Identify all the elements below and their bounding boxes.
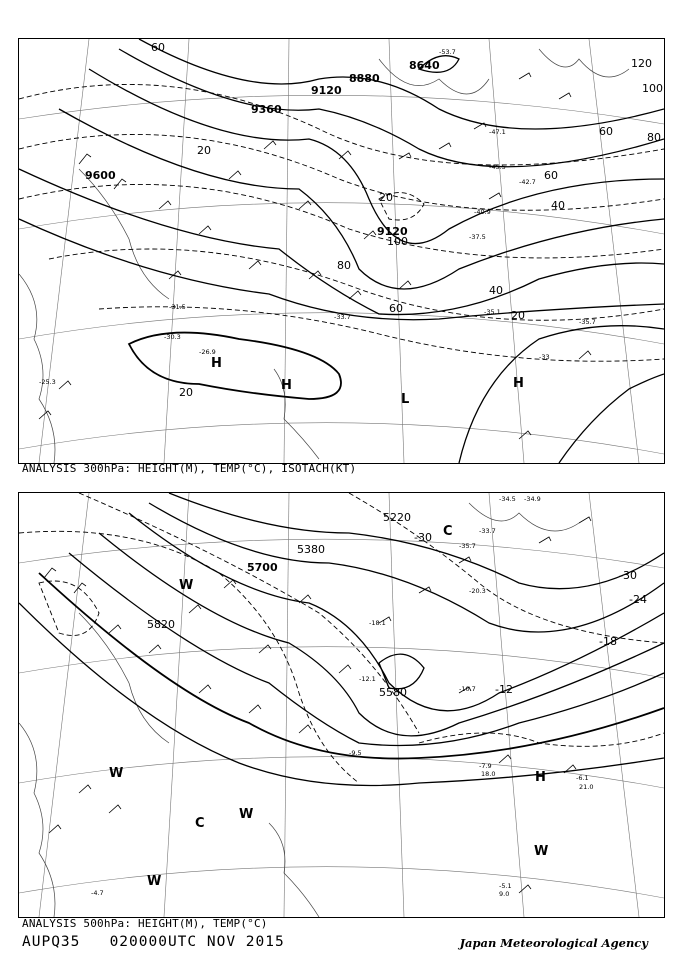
chart-code-and-time: AUPQ35 020000UTC NOV 2015 [22, 934, 285, 950]
temp-label: 21.0 [579, 783, 594, 791]
isotach-label: 80 [647, 131, 661, 144]
warm-marker: W [534, 844, 549, 859]
isotherm-label: -30 [414, 531, 432, 544]
height-label: 5220 [383, 511, 411, 524]
isotherms-500 [19, 493, 664, 783]
graticule-300 [19, 39, 664, 463]
temp-label: -45.5 [489, 163, 506, 171]
wind-barbs-500 [44, 517, 594, 893]
graticule-500 [19, 493, 664, 917]
temp-label: -35.7 [459, 542, 476, 550]
low-pressure-marker: L [401, 392, 410, 407]
temp-label: -40.9 [474, 208, 491, 216]
height-label: 5820 [147, 618, 175, 631]
warm-marker: W [109, 766, 124, 781]
height-contours-500 [19, 493, 664, 786]
temp-label: -25.3 [39, 378, 56, 386]
pressure-centers-300 [211, 356, 524, 407]
pressure-centers-500 [109, 524, 548, 889]
temp-label: -30.3 [164, 333, 181, 341]
warm-marker: W [147, 874, 162, 889]
height-label: 8640 [409, 59, 440, 72]
temp-label: -7.9 [479, 762, 492, 770]
temp-label: -20.3 [469, 587, 486, 595]
temp-label: -53.7 [439, 48, 456, 56]
temp-label: 18.0 [481, 770, 496, 778]
isotach-label: 100 [642, 82, 663, 95]
height-label: 5580 [379, 686, 407, 699]
cold-marker: C [443, 524, 453, 539]
agency-name: Japan Meteorological Agency [459, 936, 648, 950]
height-label: 5380 [297, 543, 325, 556]
temp-label: -33 [539, 353, 550, 361]
temp-label: -12.1 [359, 675, 376, 683]
isotach-label: 120 [631, 57, 652, 70]
isotherm-label: -18 [599, 635, 617, 648]
temp-label: -10.7 [459, 685, 476, 693]
temp-label: -5.1 [499, 882, 512, 890]
chart-500hpa-map [19, 493, 664, 917]
high-pressure-marker: H [513, 376, 524, 391]
isotach-label: 100 [387, 235, 408, 248]
temp-label: 9.0 [499, 890, 510, 898]
temp-label: -9.5 [349, 749, 362, 757]
isotach-label: 60 [599, 125, 613, 138]
isotach-label: 60 [151, 41, 165, 54]
height-labels-500 [147, 511, 411, 699]
temp-label: -6.1 [576, 774, 589, 782]
high-pressure-marker: H [535, 770, 546, 785]
chart-500hpa [18, 492, 665, 918]
temp-label: -26.9 [199, 348, 216, 356]
height-labels-300 [85, 59, 440, 238]
station-obs-500 [91, 495, 593, 898]
caption-500hpa: ANALYSIS 500hPa: HEIGHT(M), TEMP(°C) [22, 917, 268, 930]
isotach-label: 20 [179, 386, 193, 399]
height-label: 5700 [247, 561, 278, 574]
height-label: 9120 [311, 84, 342, 97]
station-obs-300 [39, 48, 596, 386]
height-label: 9600 [85, 169, 116, 182]
temp-label: -35.7 [579, 318, 596, 326]
isotach-label: 60 [544, 169, 558, 182]
isotach-label: 40 [489, 284, 503, 297]
height-label: 9360 [251, 103, 282, 116]
temp-label: -31.5 [169, 303, 186, 311]
height-contours-300 [19, 39, 664, 463]
isotach-label: 20 [197, 144, 211, 157]
temp-label: -33.7 [334, 313, 351, 321]
warm-marker: W [239, 807, 254, 822]
isotherm-label: -30 [619, 569, 637, 582]
temp-label: -42.7 [519, 178, 536, 186]
cold-marker: C [195, 816, 205, 831]
isotach-label: 40 [551, 199, 565, 212]
temp-label: -34.9 [524, 495, 541, 503]
high-pressure-marker: H [281, 378, 292, 393]
isotherm-label: -12 [495, 683, 513, 696]
temp-label: -47.1 [489, 128, 506, 136]
temp-label: -33.7 [479, 527, 496, 535]
isotach-label: 20 [511, 309, 525, 322]
temp-label: -18.1 [369, 619, 386, 627]
chart-300hpa-map [19, 39, 664, 463]
isotach-label: 60 [389, 302, 403, 315]
caption-300hpa: ANALYSIS 300hPa: HEIGHT(M), TEMP(°C), ISOTACH(KT) [22, 462, 357, 475]
height-label: 8880 [349, 72, 380, 85]
warm-marker: W [179, 578, 194, 593]
temp-label: -35.1 [484, 308, 501, 316]
isotach-label: 20 [379, 191, 393, 204]
high-pressure-marker: H [211, 356, 222, 371]
temp-label: -34.5 [499, 495, 516, 503]
temp-label: -37.5 [469, 233, 486, 241]
chart-300hpa [18, 38, 665, 464]
height-label: 9120 [377, 225, 408, 238]
temp-label: -4.7 [91, 889, 104, 897]
isotach-label: 80 [337, 259, 351, 272]
isotherm-label: -24 [629, 593, 647, 606]
isotach-labels-300 [151, 41, 663, 399]
